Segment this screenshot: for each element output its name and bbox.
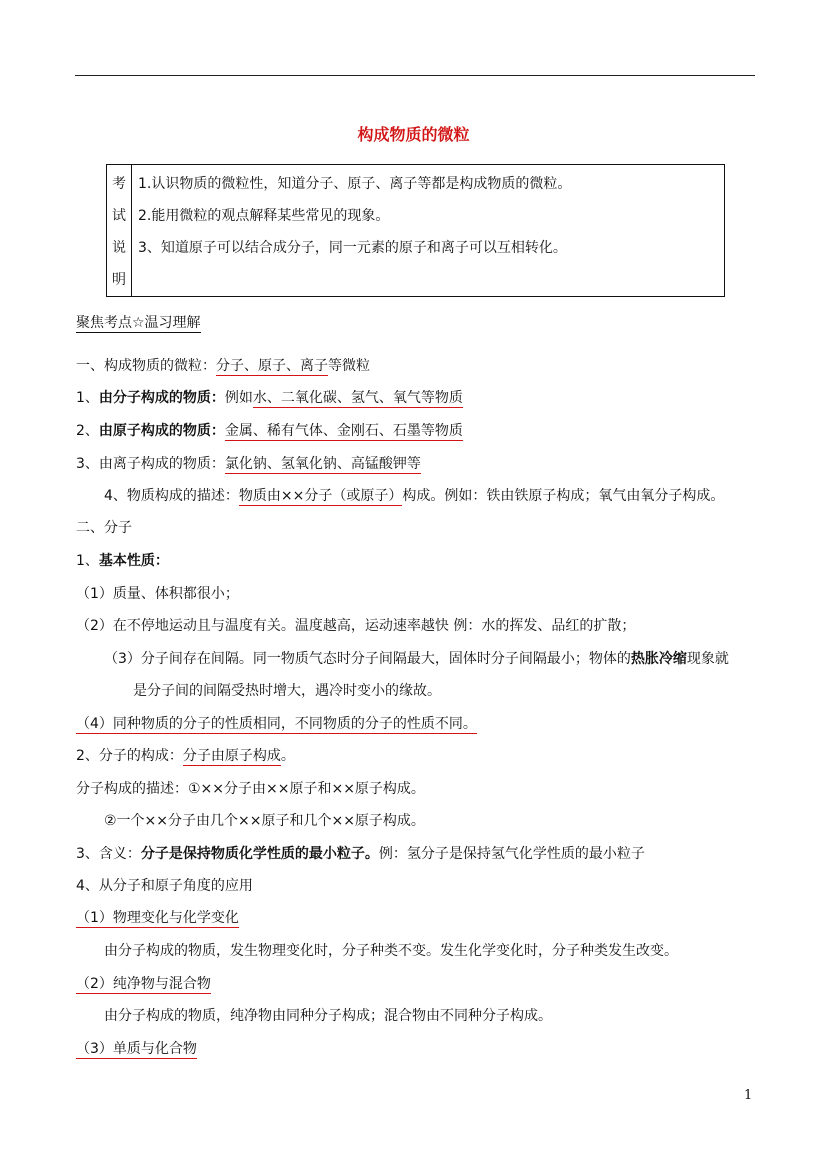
application-heading: 4、从分子和原子角度的应用: [76, 878, 253, 894]
side-char: 试: [112, 208, 126, 224]
focus-heading: 聚焦考点☆温习理解: [76, 315, 201, 331]
page-title: 构成物质的微粒: [357, 125, 470, 144]
property-2: （2）在不停地运动且与温度有关。温度越高，运动速率越快 例：水的挥发、品红的扩散；: [76, 618, 636, 634]
exam-item: 1.认识物质的微粒性，知道分子、原子、离子等都是构成物质的微粒。: [138, 176, 572, 192]
application-1-heading: （1）物理变化与化学变化: [76, 910, 239, 926]
ionic-substances: 3、由离子构成的物质：氯化钠、氢氧化钠、高锰酸钾等: [76, 456, 421, 472]
header-rule: [75, 75, 755, 76]
description-1: 分子构成的描述：①××分子由××原子和××原子构成。: [76, 781, 425, 797]
side-char: 明: [112, 272, 126, 288]
application-3-heading: （3）单质与化合物: [76, 1041, 197, 1057]
box-side-label: [107, 165, 132, 296]
side-char: 说: [112, 240, 126, 256]
property-1: （1）质量、体积都很小；: [76, 586, 239, 602]
property-4: （4）同种物质的分子的性质相同，不同物质的分子的性质不同。: [76, 716, 477, 732]
section-molecule: 二、分子: [76, 520, 132, 536]
exam-requirements-box: [106, 164, 725, 297]
molecule-meaning: 3、含义：分子是保持物质化学性质的最小粒子。例：氢分子是保持氢气化学性质的最小粒子: [76, 846, 645, 862]
property-3: （3）分子间存在间隔。同一物质气态时分子间隔最大，固体时分子间隔最小；物体的热胀冷缩现象就: [104, 651, 729, 667]
exam-item: 3、知道原子可以结合成分子，同一元素的原子和离子可以互相转化。: [138, 240, 567, 256]
page-number: 1: [744, 1088, 753, 1103]
exam-item: 2.能用微粒的观点解释某些常见的现象。: [138, 208, 390, 224]
section-particles: 一、构成物质的微粒：分子、原子、离子等微粒: [76, 358, 370, 374]
side-char: 考: [112, 176, 126, 192]
molecule-composition: 2、分子的构成：分子由原子构成。: [76, 748, 295, 764]
application-2-heading: （2）纯净物与混合物: [76, 976, 211, 992]
atomic-substances: 2、由原子构成的物质：金属、稀有气体、金刚石、石墨等物质: [76, 423, 463, 439]
property-3-cont: 是分子间的间隔受热时增大，遇冷时变小的缘故。: [133, 683, 441, 699]
application-1-text: 由分子构成的物质，发生物理变化时，分子种类不变。发生化学变化时，分子种类发生改变。: [104, 943, 678, 959]
basic-properties-heading: 1、基本性质：: [76, 553, 169, 569]
application-2-text: 由分子构成的物质，纯净物由同种分子构成；混合物由不同种分子构成。: [104, 1008, 552, 1024]
composition-description: 4、物质构成的描述：物质由××分子（或原子）构成。例如：铁由铁原子构成；氧气由氧分子构成。: [104, 488, 725, 504]
description-2: ②一个××分子由几个××原子和几个××原子构成。: [104, 813, 425, 829]
molecular-substances: 1、由分子构成的物质：例如水、二氧化碳、氢气、氧气等物质: [76, 390, 463, 406]
